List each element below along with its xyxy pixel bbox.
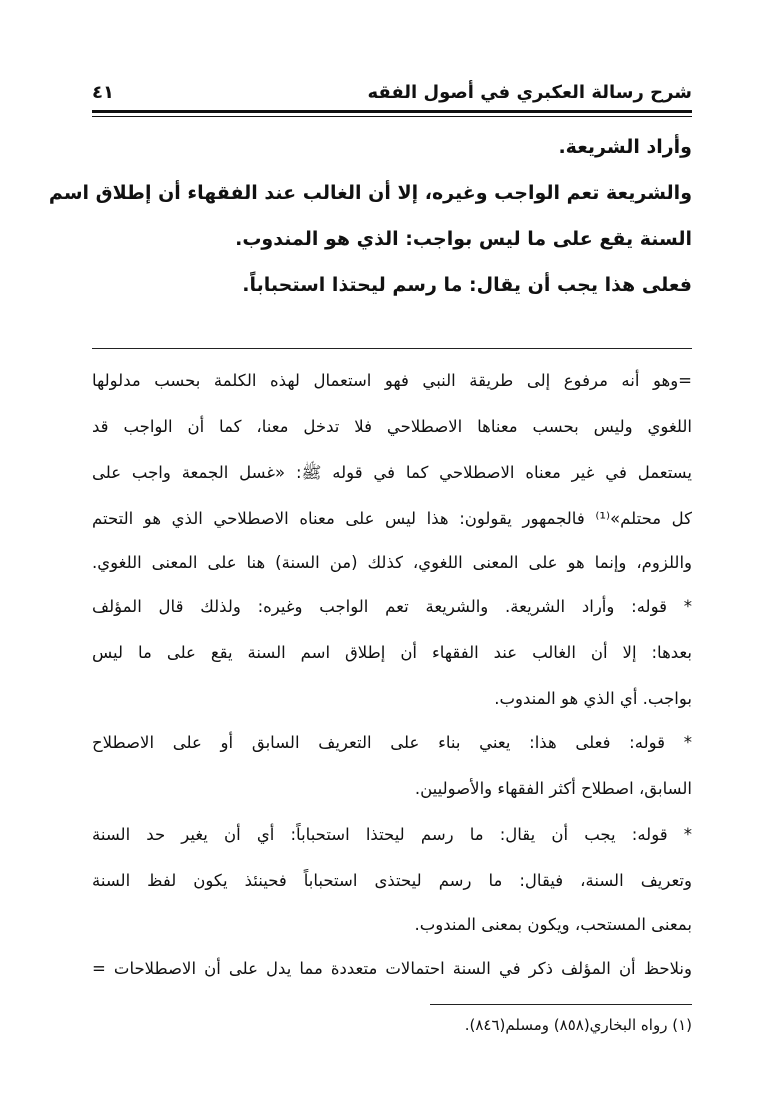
running-header [92,78,692,108]
footnote-separator [430,1004,692,1005]
commentary-line: ونلاحظ أن المؤلف ذكر في السنة احتمالات متعددة مما يدل على أن الاصطلاحات = [92,959,692,978]
text-separator [92,348,692,349]
main-text-line: فعلى هذا يجب أن يقال: ما رسم ليحتذا استحباباً. [242,274,692,296]
header-rule-thin [92,116,692,117]
page-number: ٤١ [92,82,114,103]
commentary-line: * قوله: يجب أن يقال: ما رسم ليحتذا استحباباً: أي أن يغير حد السنة [92,825,692,844]
commentary-line: بواجب. أي الذي هو المندوب. [494,689,692,708]
commentary-line: يستعمل في غير معناه الاصطلاحي كما في قوله ﷺ: «غسل الجمعة واجب على [92,463,692,482]
main-text-line: وأراد الشريعة. [558,136,692,158]
main-text-line: السنة يقع على ما ليس بواجب: الذي هو المندوب. [235,228,692,250]
book-title: شرح رسالة العكبري في أصول الفقه [367,82,692,103]
commentary-line: واللزوم، وإنما هو على المعنى اللغوي، كذلك (من السنة) هنا على المعنى اللغوي. [92,553,692,572]
commentary-line: * قوله: وأراد الشريعة. والشريعة تعم الواجب وغيره: ولذلك قال المؤلف [92,597,692,616]
commentary-line: كل محتلم»⁽¹⁾ فالجمهور يقولون: هذا ليس على معناه الاصطلاحي الذي هو التحتم [92,509,693,528]
footnote: (١) رواه البخاري(٨٥٨) ومسلم(٨٤٦). [464,1016,692,1034]
commentary-line: وتعريف السنة، فيقال: ما رسم ليحتذى استحباباً فحينئذ يكون لفظ السنة [92,871,692,890]
commentary-line: بمعنى المستحب، ويكون بمعنى المندوب. [414,915,692,934]
header-rule-thick [92,110,692,113]
commentary-line: =وهو أنه مرفوع إلى طريقة النبي فهو استعمال لهذه الكلمة بحسب مدلولها [92,371,692,390]
commentary-line: اللغوي وليس بحسب معناها الاصطلاحي فلا تدخل معنا، كما أن الواجب قد [92,417,692,436]
commentary-line: * قوله: فعلى هذا: يعني بناء على التعريف السابق أو على الاصطلاح [92,733,692,752]
commentary-line: بعدها: إلا أن الغالب عند الفقهاء أن إطلاق اسم السنة يقع على ما ليس [92,643,692,662]
commentary-line: السابق، اصطلاح أكثر الفقهاء والأصوليين. [414,779,692,798]
main-text-line: والشريعة تعم الواجب وغيره، إلا أن الغالب عند الفقهاء أن إطلاق اسم [48,182,692,204]
